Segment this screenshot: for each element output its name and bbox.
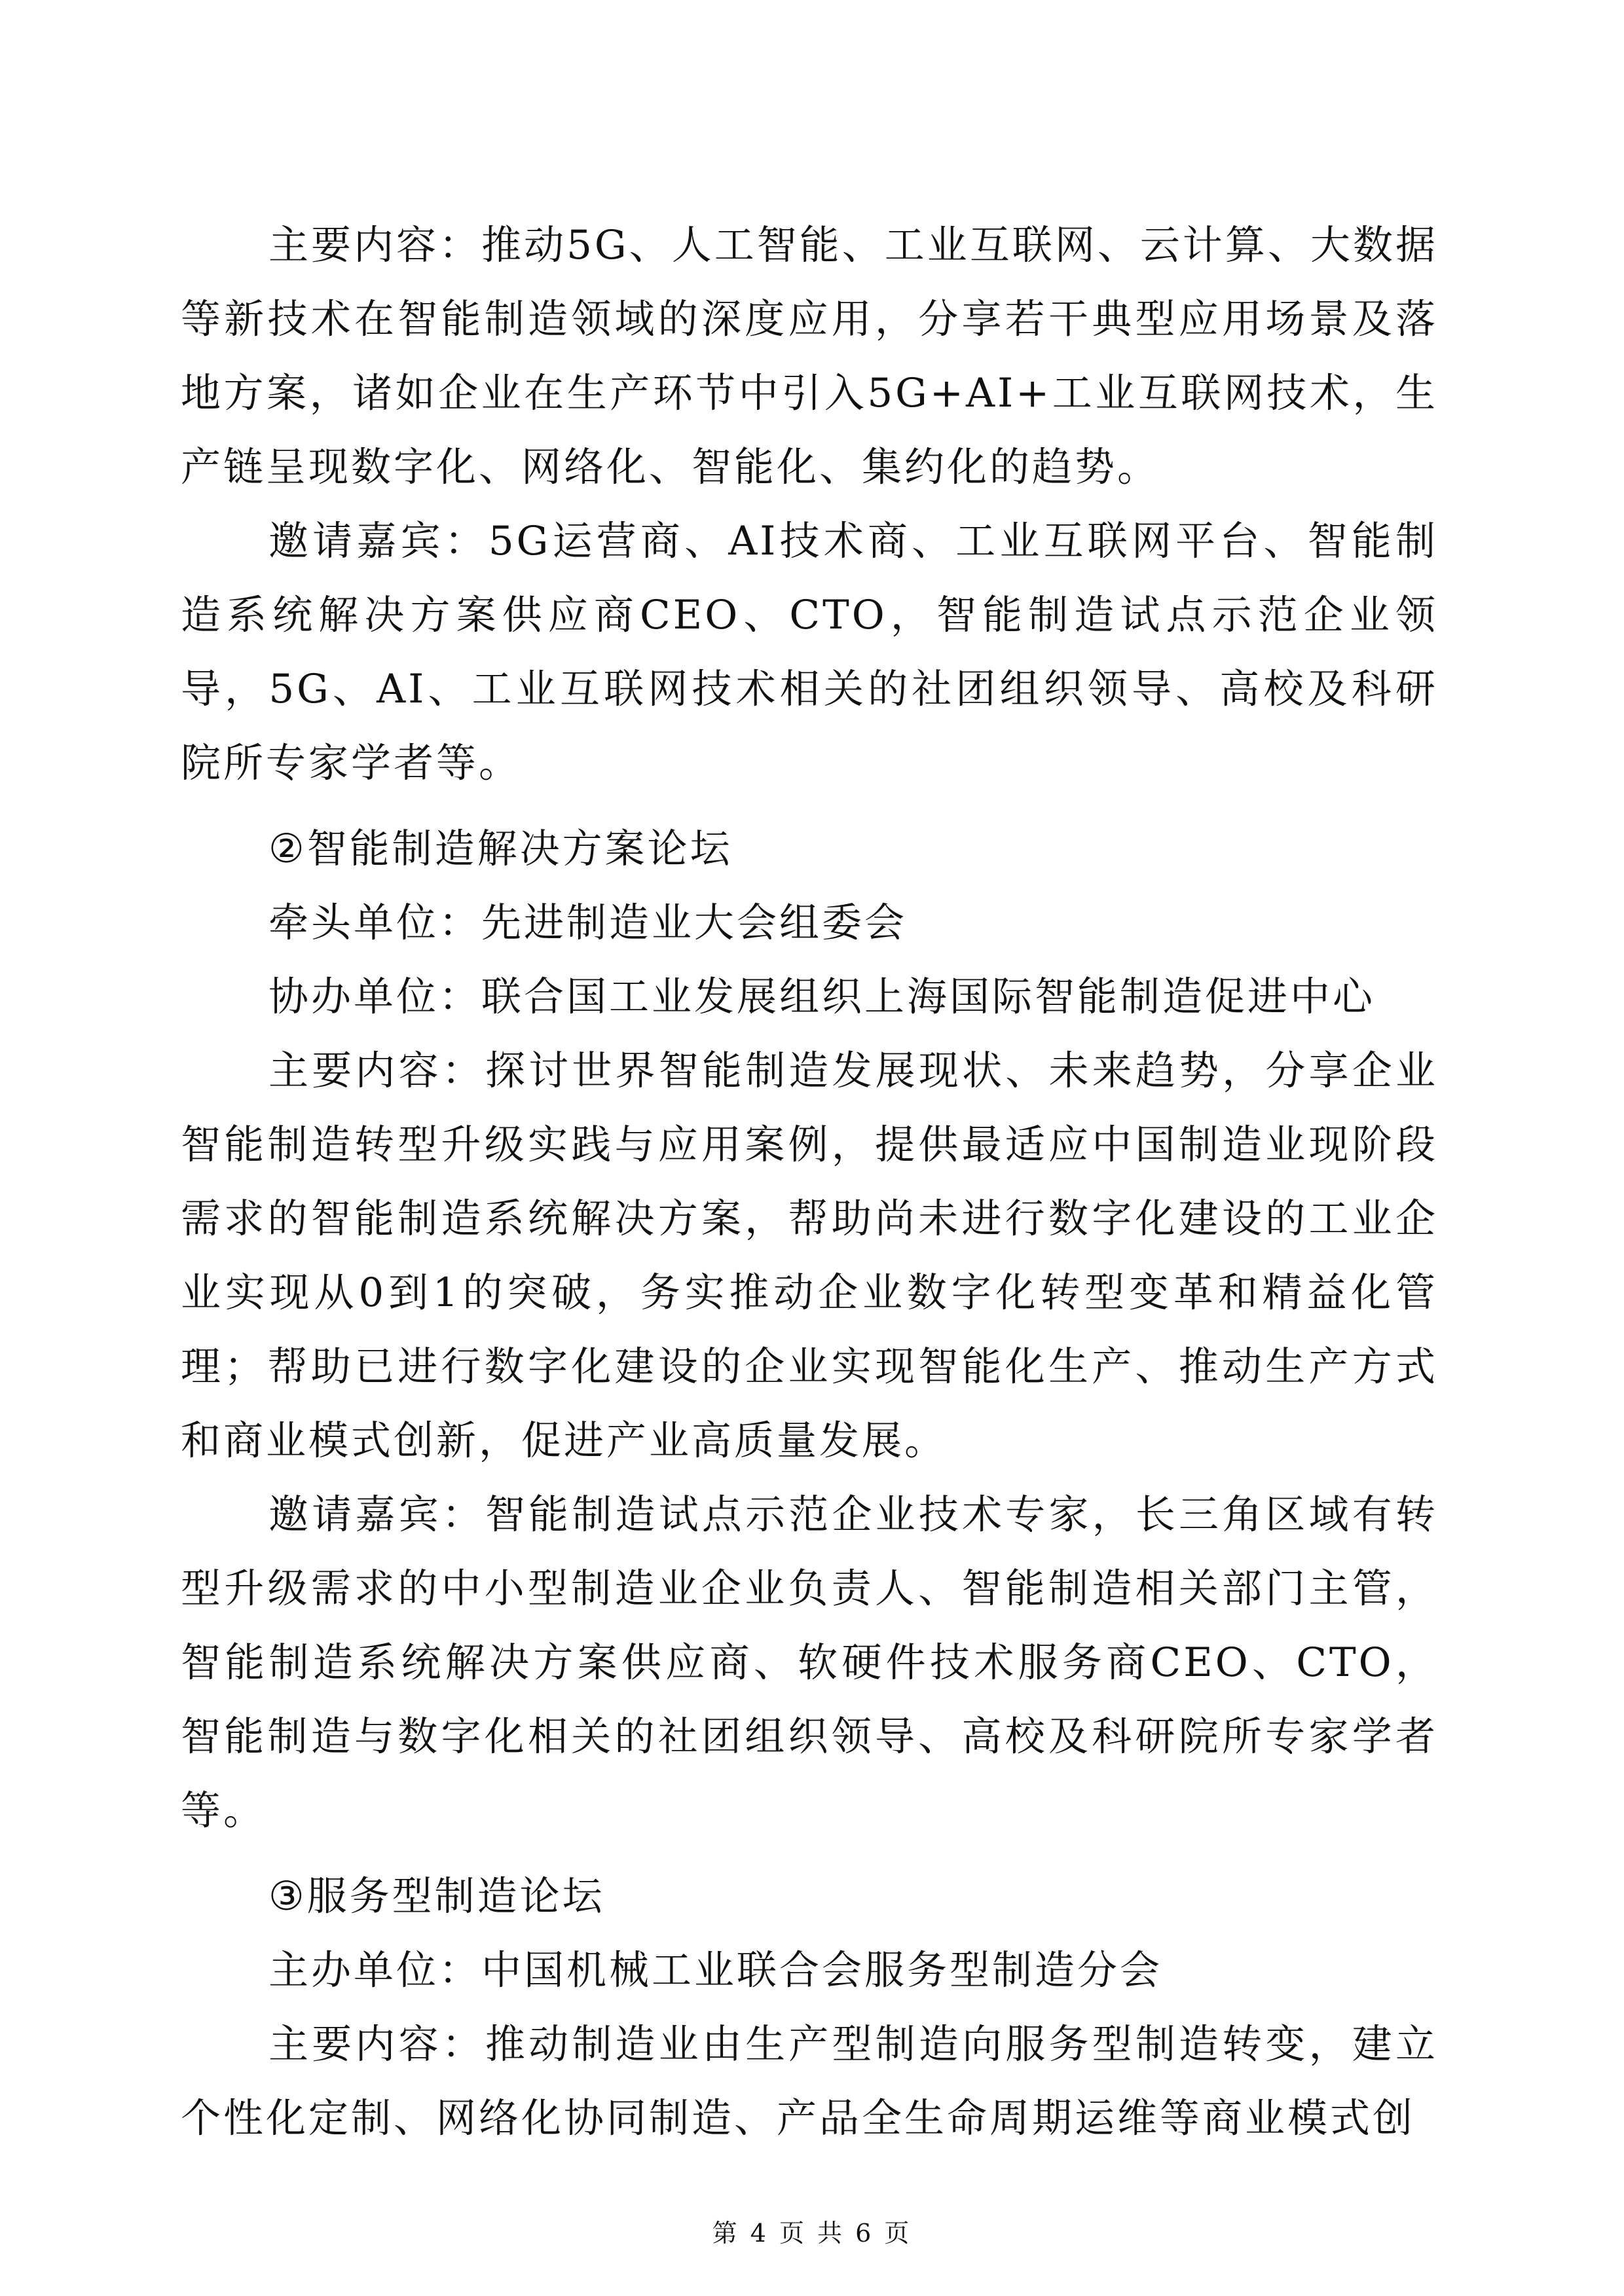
paragraph-host-organizer: 主办单位：中国机械工业联合会服务型制造分会 [268,1947,1163,1994]
paragraph-invited-guests-solutions: 邀请嘉宾：智能制造试点示范企业技术专家，长三角区域有转型升级需求的中小型制造业企业负责人、智能制造相关部门主管，智能制造系统解决方案供应商、软硬件技术服务商CEO、CTO，智能制造与数字化相关的社团组织领导、高校及科研院所专家学者等。 [181,1491,1438,1834]
page-number-footer: 第 4 页 共 6 页 [712,2219,912,2248]
paragraph-main-content-5g: 主要内容：推动5G、人工智能、工业互联网、云计算、大数据等新技术在智能制造领域的深度应用，分享若干典型应用场景及落地方案，诸如企业在生产环节中引入5G+AI+工业互联网技术，生产链呈现数字化、网络化、智能化、集约化的趋势。 [181,222,1438,490]
section-heading-solutions-forum: ②智能制造解决方案论坛 [268,826,733,872]
paragraph-co-organizer: 协办单位：联合国工业发展组织上海国际智能制造促进中心 [268,974,1376,1020]
paragraph-main-content-service: 主要内容：推动制造业由生产型制造向服务型制造转变，建立个性化定制、网络化协同制造、产品全生命周期运维等商业模式创 [181,2021,1438,2141]
paragraph-invited-guests-5g: 邀请嘉宾：5G运营商、AI技术商、工业互联网平台、智能制造系统解决方案供应商CEO、CTO，智能制造试点示范企业领导，5G、AI、工业互联网技术相关的社团组织领导、高校及科研院所专家学者等。 [181,518,1438,786]
paragraph-lead-organizer: 牵头单位：先进制造业大会组委会 [268,900,908,946]
paragraph-main-content-solutions: 主要内容：探讨世界智能制造发展现状、未来趋势，分享企业智能制造转型升级实践与应用案例，提供最适应中国制造业现阶段需求的智能制造系统解决方案，帮助尚未进行数字化建设的工业企业实现从0到1的突破，务实推动企业数字化转型变革和精益化管理；帮助已进行数字化建设的企业实现智能化生产、推动生产方式和商业模式创新，促进产业高质量发展。 [181,1048,1438,1464]
document-body [181,208,1438,2155]
section-heading-service-forum: ③服务型制造论坛 [268,1873,605,1920]
